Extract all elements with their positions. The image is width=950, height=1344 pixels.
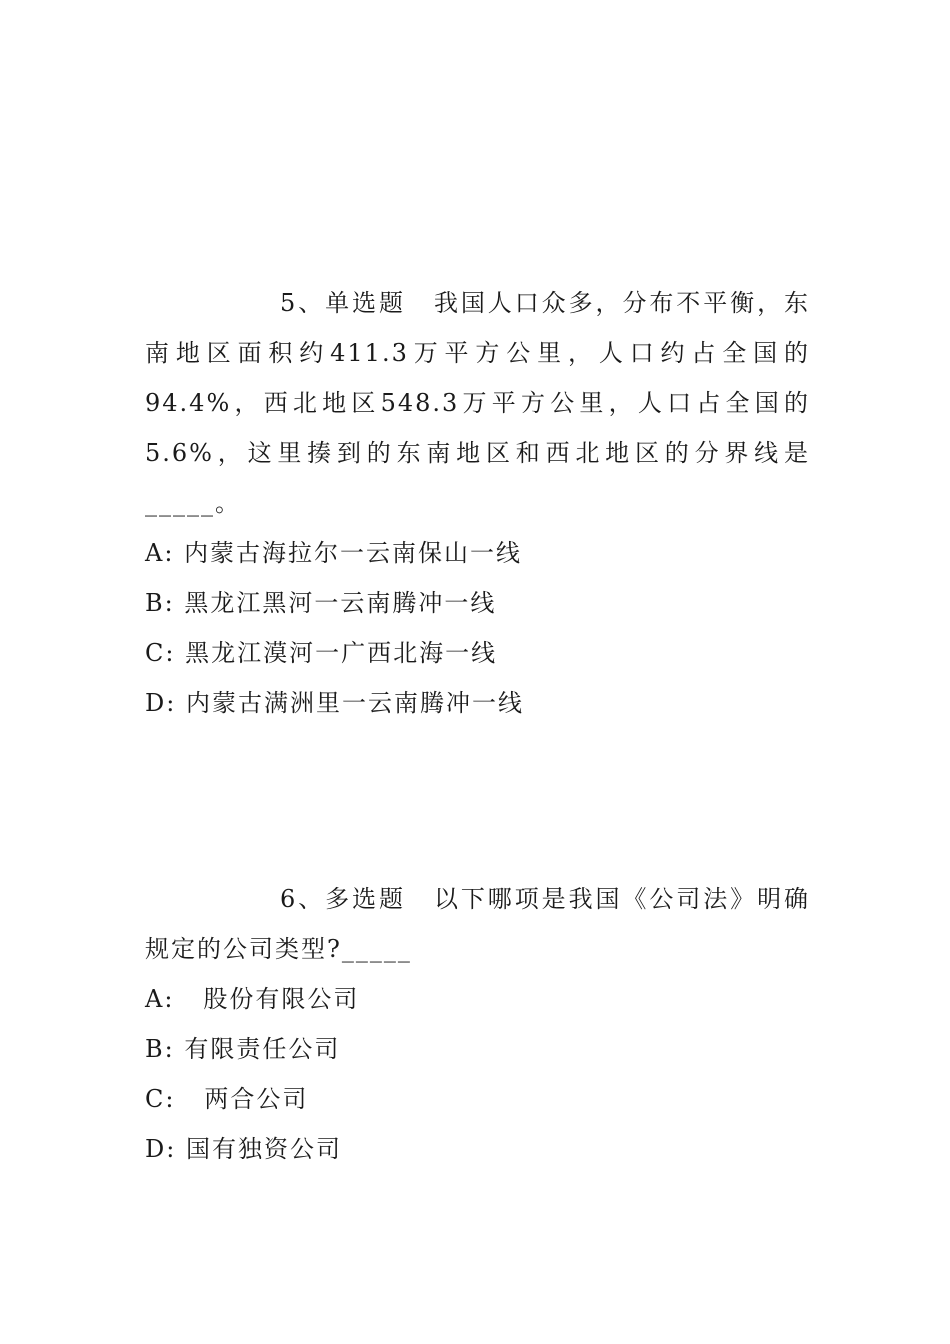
- question-stem: [145, 278, 810, 528]
- option-a: [145, 528, 810, 578]
- option-d: [145, 1124, 810, 1174]
- option-letter: A:: [145, 985, 175, 1013]
- option-letter: D:: [145, 1135, 177, 1163]
- option-d: [145, 678, 810, 728]
- option-text: 股份有限公司: [184, 985, 360, 1013]
- option-text: 两合公司: [185, 1085, 309, 1113]
- question-stem: [145, 874, 810, 974]
- option-letter: C:: [145, 639, 176, 667]
- question-type: 多选题: [325, 885, 406, 913]
- option-b: [145, 578, 810, 628]
- option-b: [145, 1024, 810, 1074]
- option-letter: D:: [145, 689, 177, 717]
- question-text: 以下哪项是我国《公司法》明确规定的公司类型?_____: [145, 885, 811, 963]
- question-5: [145, 278, 810, 728]
- option-letter: A:: [145, 539, 175, 567]
- question-type: 单选题: [325, 289, 406, 317]
- option-c: [145, 628, 810, 678]
- option-text: 内蒙古海拉尔一云南保山一线: [184, 539, 523, 567]
- option-letter: B:: [145, 1035, 175, 1063]
- option-a: [145, 974, 810, 1024]
- option-text: 黑龙江黑河一云南腾冲一线: [184, 589, 497, 617]
- option-letter: B:: [145, 589, 175, 617]
- option-text: 黑龙江漠河一广西北海一线: [185, 639, 498, 667]
- question-number: 6、: [280, 885, 326, 913]
- option-text: 有限责任公司: [184, 1035, 341, 1063]
- question-6: [145, 874, 810, 1174]
- option-letter: C:: [145, 1085, 176, 1113]
- question-text: 我国人口众多，分布不平衡，东南地区面积约411.3万平方公里，人口约占全国的94.4%，西北地区548.3万平方公里，人口占全国的5.6%，这里揍到的东南地区和西北地区的分界线是_____。: [145, 289, 811, 517]
- question-number: 5、: [280, 289, 326, 317]
- option-text: 国有独资公司: [185, 1135, 342, 1163]
- option-c: [145, 1074, 810, 1124]
- option-text: 内蒙古满洲里一云南腾冲一线: [185, 689, 524, 717]
